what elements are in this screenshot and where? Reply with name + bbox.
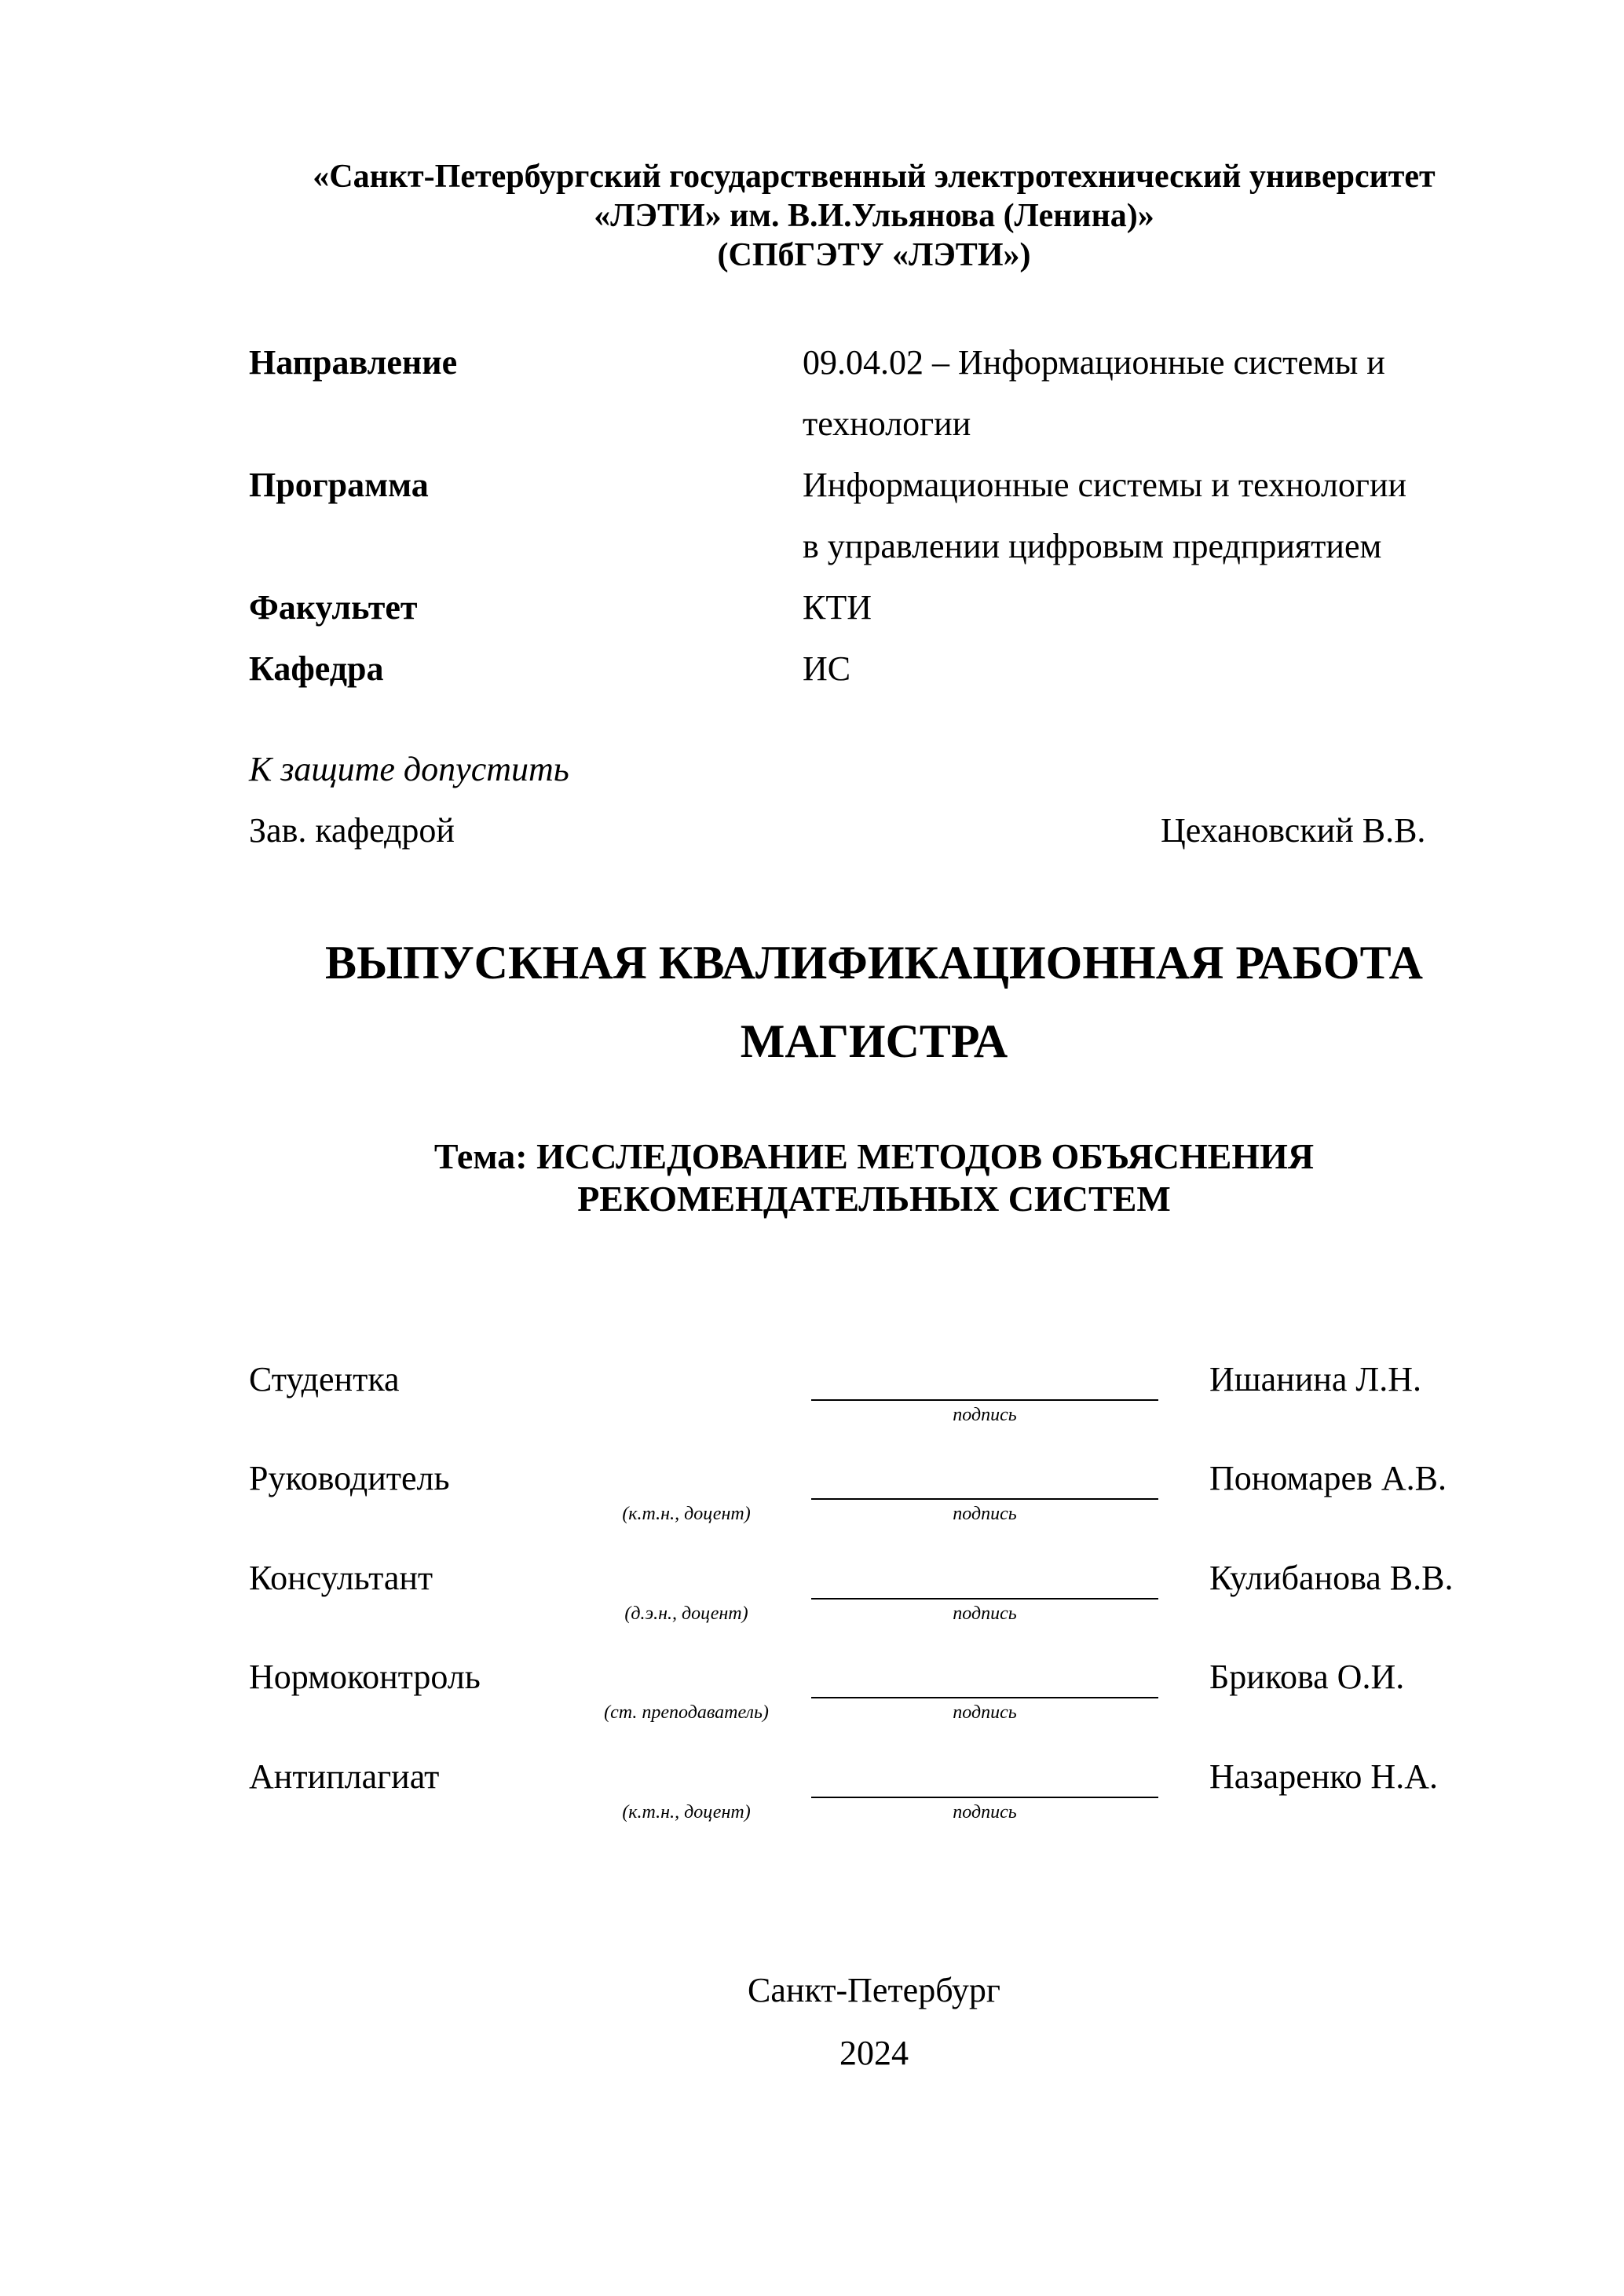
year: 2024 [839,2034,909,2072]
program-value-line-2: в управлении цифровым предприятием [803,527,1382,565]
program-value-line-1: Информационные системы и технологии [803,466,1407,504]
department-value: ИС [803,649,851,688]
topic-line-2: РЕКОМЕНДАТЕЛЬНЫХ СИСТЕМ [577,1179,1171,1219]
signature-name: Брикова О.И. [1209,1658,1405,1696]
faculty-value: КТИ [803,588,872,627]
program-label: Программа [249,466,429,504]
signature-degree: (к.т.н., доцент) [622,1802,751,1823]
signature-caption: подпись [953,1405,1017,1425]
signature-caption: подпись [953,1802,1017,1823]
signature-line [811,1498,1158,1500]
university-abbreviation: (СПбГЭТУ «ЛЭТИ») [717,237,1031,273]
signature-caption: подпись [953,1504,1017,1524]
signature-line [811,1598,1158,1600]
signature-line [811,1697,1158,1698]
department-label: Кафедра [249,649,384,688]
signature-role: Студентка [249,1360,400,1398]
signature-degree: (ст. преподаватель) [604,1702,769,1723]
direction-value-line-2: технологии [803,404,971,443]
faculty-label: Факультет [249,588,418,627]
signature-caption: подпись [953,1702,1017,1723]
university-name-line-2: «ЛЭТИ» им. В.И.Ульянова (Ленина)» [594,198,1154,234]
department-head-name: Цехановский В.В. [1161,811,1426,850]
city: Санкт-Петербург [748,1971,1000,2009]
signature-degree: (к.т.н., доцент) [622,1504,751,1524]
signature-role: Руководитель [249,1459,450,1497]
signature-name: Кулибанова В.В. [1209,1559,1454,1597]
admission-text: К защите допустить [249,750,569,788]
work-title-line-2: МАГИСТРА [740,1015,1008,1067]
university-name-line-1: «Санкт-Петербургский государственный электротехнический университет [313,159,1436,195]
signature-role: Нормоконтроль [249,1658,481,1696]
signature-name: Пономарев А.В. [1209,1459,1447,1497]
signature-line [811,1797,1158,1798]
department-head-label: Зав. кафедрой [249,811,455,850]
signature-role: Консультант [249,1559,433,1597]
signature-role: Антиплагиат [249,1757,440,1796]
signature-name: Назаренко Н.А. [1209,1757,1438,1796]
topic-line-1: Тема: ИССЛЕДОВАНИЕ МЕТОДОВ ОБЪЯСНЕНИЯ [433,1136,1315,1176]
signature-name: Ишанина Л.Н. [1209,1360,1421,1398]
work-title-line-1: ВЫПУСКНАЯ КВАЛИФИКАЦИОННАЯ РАБОТА [325,937,1423,989]
signature-degree: (д.э.н., доцент) [624,1603,748,1624]
direction-label: Направление [249,343,458,382]
signature-caption: подпись [953,1603,1017,1624]
direction-value-line-1: 09.04.02 – Информационные системы и [803,343,1385,382]
signature-line [811,1399,1158,1401]
